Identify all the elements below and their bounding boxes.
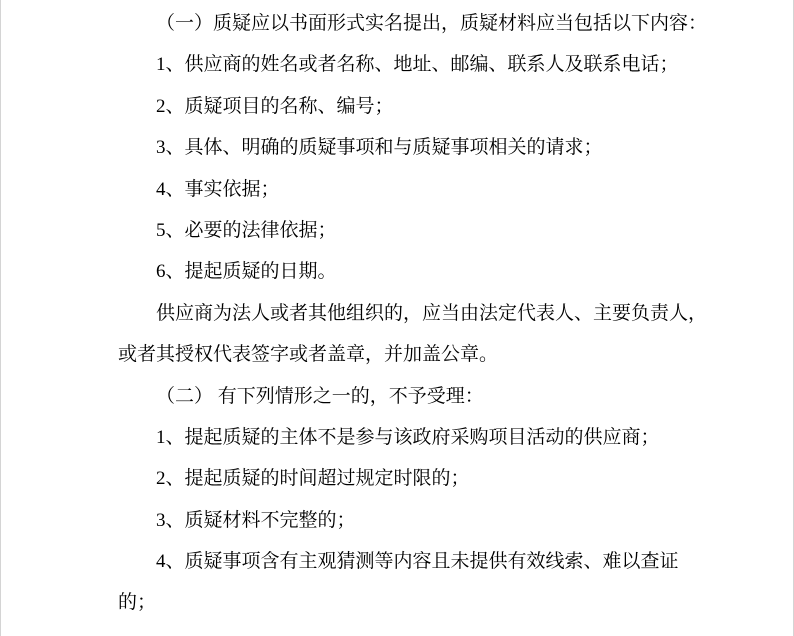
- text-line: 1、供应商的姓名或者名称、地址、邮编、联系人及联系电话；: [156, 54, 679, 76]
- text-line: 6、提起质疑的日期。: [156, 261, 337, 283]
- text-line: （一）质疑应以书面形式实名提出，质疑材料应当包括以下内容：: [156, 13, 708, 34]
- text-line: 3、质疑材料不完整的；: [156, 509, 356, 531]
- text-line: 3、具体、明确的质疑事项和与质疑事项相关的请求；: [156, 137, 603, 159]
- text-line: 4、事实依据；: [156, 178, 280, 200]
- text-line: 2、质疑项目的名称、编号；: [156, 95, 394, 117]
- text-line: （二） 有下列情形之一的，不予受理：: [156, 385, 484, 407]
- text-line: 1、提起质疑的主体不是参与该政府采购项目活动的供应商；: [156, 426, 660, 448]
- text-line: 2、提起质疑的时间超过规定时限的；: [156, 468, 470, 490]
- text-line: 或者其授权代表签字或者盖章，并加盖公章。: [118, 344, 499, 366]
- text-line: 4、质疑事项含有主观猜测等内容且未提供有效线索、难以查证: [156, 551, 679, 573]
- text-line: 供应商为法人或者其他组织的，应当由法定代表人、主要负责人，: [156, 302, 708, 324]
- text-line: 5、必要的法律依据；: [156, 219, 337, 241]
- document-body: [118, 3, 708, 624]
- text-line: 的；: [118, 592, 157, 614]
